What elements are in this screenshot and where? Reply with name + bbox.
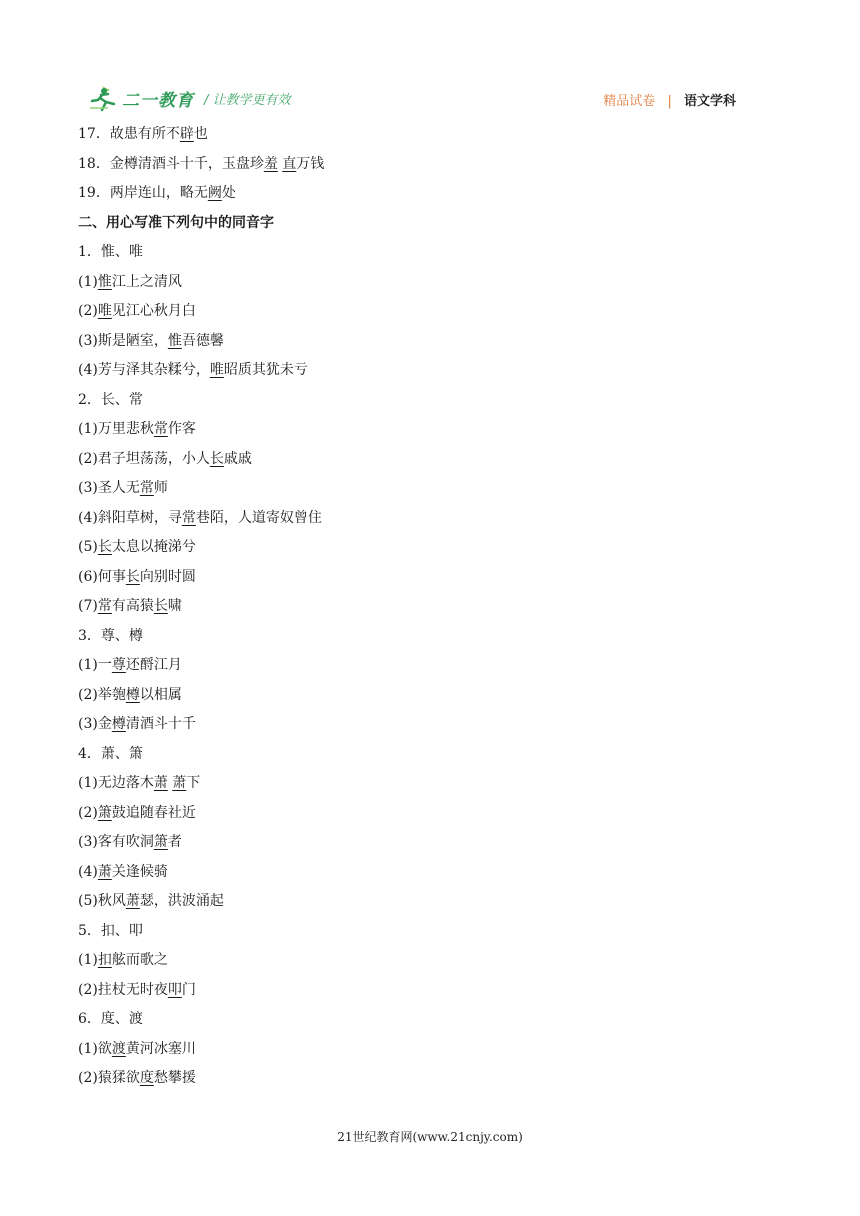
- line-text: 3．尊、樽: [78, 627, 143, 644]
- text-line: [78, 179, 778, 209]
- underlined-char: 尊: [111, 657, 126, 673]
- section-heading: [78, 209, 778, 239]
- underlined-char: 扣: [97, 952, 112, 968]
- underlined-char: 长: [125, 568, 140, 585]
- text-line: [78, 769, 778, 799]
- underlined-char: 萧: [97, 863, 112, 880]
- line-text: 18．金樽清酒斗十千，玉盘珍: [78, 155, 264, 172]
- text-line: [78, 1064, 778, 1094]
- tag-premium-paper: 精品试卷: [603, 94, 656, 109]
- line-text: 万钱: [296, 155, 325, 172]
- line-text: (3)客有吹洞: [78, 834, 154, 850]
- line-text: 有高猿: [111, 598, 154, 614]
- line-text: 以相属: [139, 686, 182, 703]
- line-text: 1．惟、唯: [78, 244, 143, 260]
- running-figure-logo-icon: [88, 84, 120, 112]
- text-line: [78, 356, 778, 386]
- line-text: 17．故患有所不: [78, 126, 180, 142]
- underlined-char: 度: [139, 1070, 154, 1086]
- underlined-char: 樽: [125, 686, 140, 703]
- line-text: 者: [167, 834, 182, 850]
- underlined-char: 樽: [111, 716, 126, 732]
- text-line: [78, 976, 778, 1006]
- line-text: (2)拄杖无时夜: [78, 981, 168, 998]
- text-line: [78, 622, 778, 652]
- line-text: (3)金: [78, 716, 112, 732]
- text-line: [78, 858, 778, 888]
- line-text: 下: [186, 775, 201, 791]
- underlined-char: 常: [181, 509, 196, 526]
- text-line: [78, 474, 778, 504]
- line-text: (6)何事: [78, 568, 126, 585]
- underlined-char: 长: [209, 450, 224, 467]
- underlined-char: 渡: [111, 1040, 126, 1057]
- underlined-char: 萧: [125, 893, 140, 909]
- text-line: [78, 268, 778, 298]
- text-line: [78, 1035, 778, 1065]
- underlined-char: 惟: [97, 273, 112, 290]
- line-text: (1)无边落木: [78, 775, 154, 791]
- line-text: 昭质其犹未亏: [223, 362, 308, 378]
- line-text: 啸: [167, 598, 182, 614]
- underlined-char: 长: [153, 598, 168, 614]
- brand-name: 二一教育: [122, 91, 194, 111]
- underlined-char: 辟: [179, 126, 194, 142]
- underlined-char: 叩: [167, 981, 182, 998]
- line-text: 向别时圆: [139, 568, 196, 585]
- text-line: [78, 740, 778, 770]
- header-tags: [603, 90, 736, 109]
- text-line: [78, 592, 778, 622]
- underlined-char: 箫: [97, 804, 112, 821]
- document-body: [78, 120, 778, 1094]
- line-text: (7): [78, 598, 98, 614]
- line-text: (1): [78, 952, 98, 968]
- text-line: [78, 120, 778, 150]
- line-text: (4): [78, 863, 98, 880]
- line-text: (2)君子坦荡荡，小人: [78, 450, 210, 467]
- underlined-char: 唯: [209, 362, 224, 378]
- text-line: [78, 799, 778, 829]
- line-text: 还酹江月: [125, 657, 182, 673]
- line-text: (3)斯是陋室，: [78, 332, 168, 349]
- brand-slogan: / 让教学更有效: [204, 93, 291, 108]
- line-text: (2): [78, 303, 98, 319]
- line-text: 二、用心写准下列句中的同音字: [78, 214, 274, 231]
- line-text: 瑟，洪波涌起: [139, 893, 224, 909]
- line-text: (1)万里悲秋: [78, 421, 154, 437]
- text-line: [78, 710, 778, 740]
- line-text: (1)一: [78, 657, 112, 673]
- line-text: 江上之清风: [111, 273, 182, 290]
- underlined-char: 常: [153, 421, 168, 437]
- line-text: 舷而歌之: [111, 952, 168, 968]
- underlined-char: 箫: [153, 834, 168, 850]
- text-line: [78, 415, 778, 445]
- underlined-char: 常: [139, 480, 154, 496]
- text-line: [78, 297, 778, 327]
- line-text: 门: [181, 981, 196, 998]
- text-line: [78, 386, 778, 416]
- text-line: [78, 445, 778, 475]
- underlined-char: 长: [97, 539, 112, 555]
- line-text: 鼓追随春社近: [111, 804, 196, 821]
- line-text: (2): [78, 804, 98, 821]
- line-text: 师: [153, 480, 168, 496]
- text-line: [78, 238, 778, 268]
- line-text: 愁攀援: [153, 1070, 196, 1086]
- line-text: 巷陌，人道寄奴曾住: [195, 509, 322, 526]
- text-line: [78, 504, 778, 534]
- underlined-char: 羞: [263, 155, 278, 172]
- underlined-char: 惟: [167, 332, 182, 349]
- text-line: [78, 1005, 778, 1035]
- text-line: [78, 150, 778, 180]
- text-line: [78, 946, 778, 976]
- underlined-char: 直: [282, 155, 297, 172]
- text-line: [78, 681, 778, 711]
- line-text: 吾德馨: [181, 332, 224, 349]
- line-text: 5．扣、叩: [78, 922, 143, 939]
- text-line: [78, 887, 778, 917]
- underlined-char: 唯: [97, 303, 112, 319]
- line-text: (1)欲: [78, 1040, 112, 1057]
- text-line: [78, 327, 778, 357]
- line-text: (4)芳与泽其杂糅兮，: [78, 362, 210, 378]
- text-line: [78, 533, 778, 563]
- line-text: 4．萧、箫: [78, 745, 143, 762]
- text-line: [78, 828, 778, 858]
- line-text: 6．度、渡: [78, 1011, 143, 1027]
- line-text: 见江心秋月白: [111, 303, 196, 319]
- line-text: 关逢候骑: [111, 863, 168, 880]
- line-text: 处: [221, 185, 236, 201]
- page-header: [86, 82, 740, 116]
- line-text: 清酒斗十千: [125, 716, 196, 732]
- line-text: (5): [78, 539, 98, 555]
- line-text: 2．长、常: [78, 391, 143, 408]
- text-line: [78, 651, 778, 681]
- tag-separator: |: [667, 94, 672, 109]
- line-text: (3)圣人无: [78, 480, 140, 496]
- underlined-char: 常: [97, 598, 112, 614]
- underlined-char: 萧: [153, 775, 168, 791]
- text-line: [78, 917, 778, 947]
- text-line: [78, 563, 778, 593]
- line-text: 作客: [167, 421, 196, 437]
- underlined-char: 萧: [172, 775, 187, 791]
- line-text: 太息以掩涕兮: [111, 539, 196, 555]
- line-text: (4)斜阳草树，寻: [78, 509, 182, 526]
- tag-subject: 语文学科: [683, 94, 736, 109]
- line-text: (2)举匏: [78, 686, 126, 703]
- line-text: 戚戚: [223, 450, 252, 467]
- line-text: (5)秋风: [78, 893, 126, 909]
- page-footer: 21世纪教育网(www.21cnjy.com): [337, 1130, 523, 1144]
- line-text: (1): [78, 273, 98, 290]
- underlined-char: 阙: [207, 185, 222, 201]
- line-text: 也: [193, 126, 208, 142]
- line-text: 黄河冰塞川: [125, 1040, 196, 1057]
- line-text: (2)猿猱欲: [78, 1070, 140, 1086]
- line-text: 19．两岸连山，略无: [78, 185, 208, 201]
